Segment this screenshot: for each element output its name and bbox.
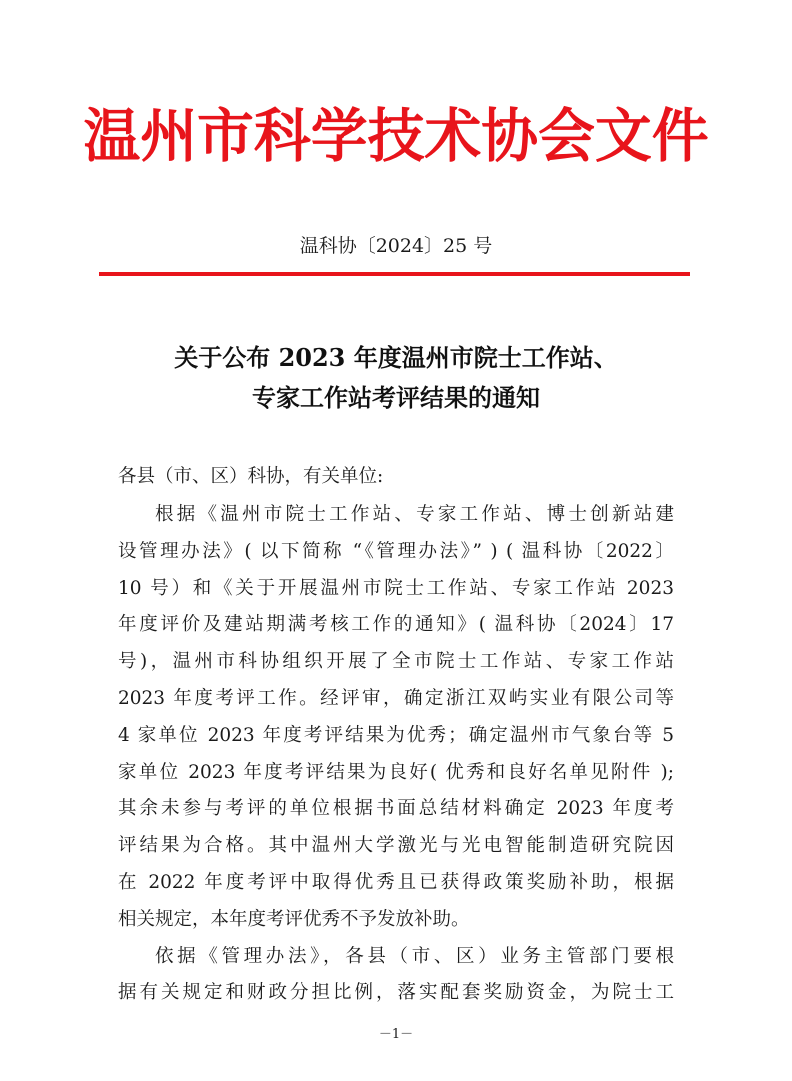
notice-title <box>0 338 792 418</box>
document-header-title: 温州市科学技术协会文件 <box>83 102 709 170</box>
page-number: －1－ <box>378 1027 414 1042</box>
body-line: 其余未参与考评的单位根据书面总结材料确定 2023 年度考 <box>118 798 674 820</box>
document-number: 温科协〔2024〕25 号 <box>299 235 493 257</box>
body-line: 根据《温州市院士工作站、专家工作站、博士创新站建 <box>155 504 674 525</box>
body-line: 相关规定，本年度考评优秀不予发放补助。 <box>118 908 470 930</box>
salutation: 各县（市、区）科协，有关单位: <box>118 466 384 487</box>
body-line: 设管理办法》( 以下简称 “《管理办法》” ) ( 温科协〔2022〕 <box>118 540 674 562</box>
body-line: 年度评价及建站期满考核工作的通知》( 温科协〔2024〕17 <box>118 614 674 636</box>
body-line: 据有关规定和财政分担比例，落实配套奖励资金，为院士工 <box>118 982 674 1004</box>
body-text <box>118 497 678 1012</box>
notice-title-line-1: 关于公布 2023 年度温州市院士工作站、 <box>174 343 618 372</box>
body-line: 号)，温州市科协组织开展了全市院士工作站、专家工作站 <box>118 651 674 673</box>
body-line: 10 号）和《关于开展温州市院士工作站、专家工作站 2023 <box>118 577 674 599</box>
body-line: 在 2022 年度考评中取得优秀且已获得政策奖励补助，根据 <box>118 871 674 893</box>
body-line: 评结果为合格。其中温州大学激光与光电智能制造研究院因 <box>118 835 674 857</box>
body-line: 家单位 2023 年度考评结果为良好( 优秀和良好名单见附件 ); <box>118 761 674 783</box>
notice-title-line-2: 专家工作站考评结果的通知 <box>252 383 540 412</box>
body-line: 4 家单位 2023 年度考评结果为优秀；确定温州市气象台等 5 <box>118 724 674 746</box>
red-divider-line <box>99 272 690 276</box>
body-line: 2023 年度考评工作。经评审，确定浙江双屿实业有限公司等 <box>118 687 674 709</box>
body-line: 依据《管理办法》，各县（市、区）业务主管部门要根 <box>155 945 674 967</box>
